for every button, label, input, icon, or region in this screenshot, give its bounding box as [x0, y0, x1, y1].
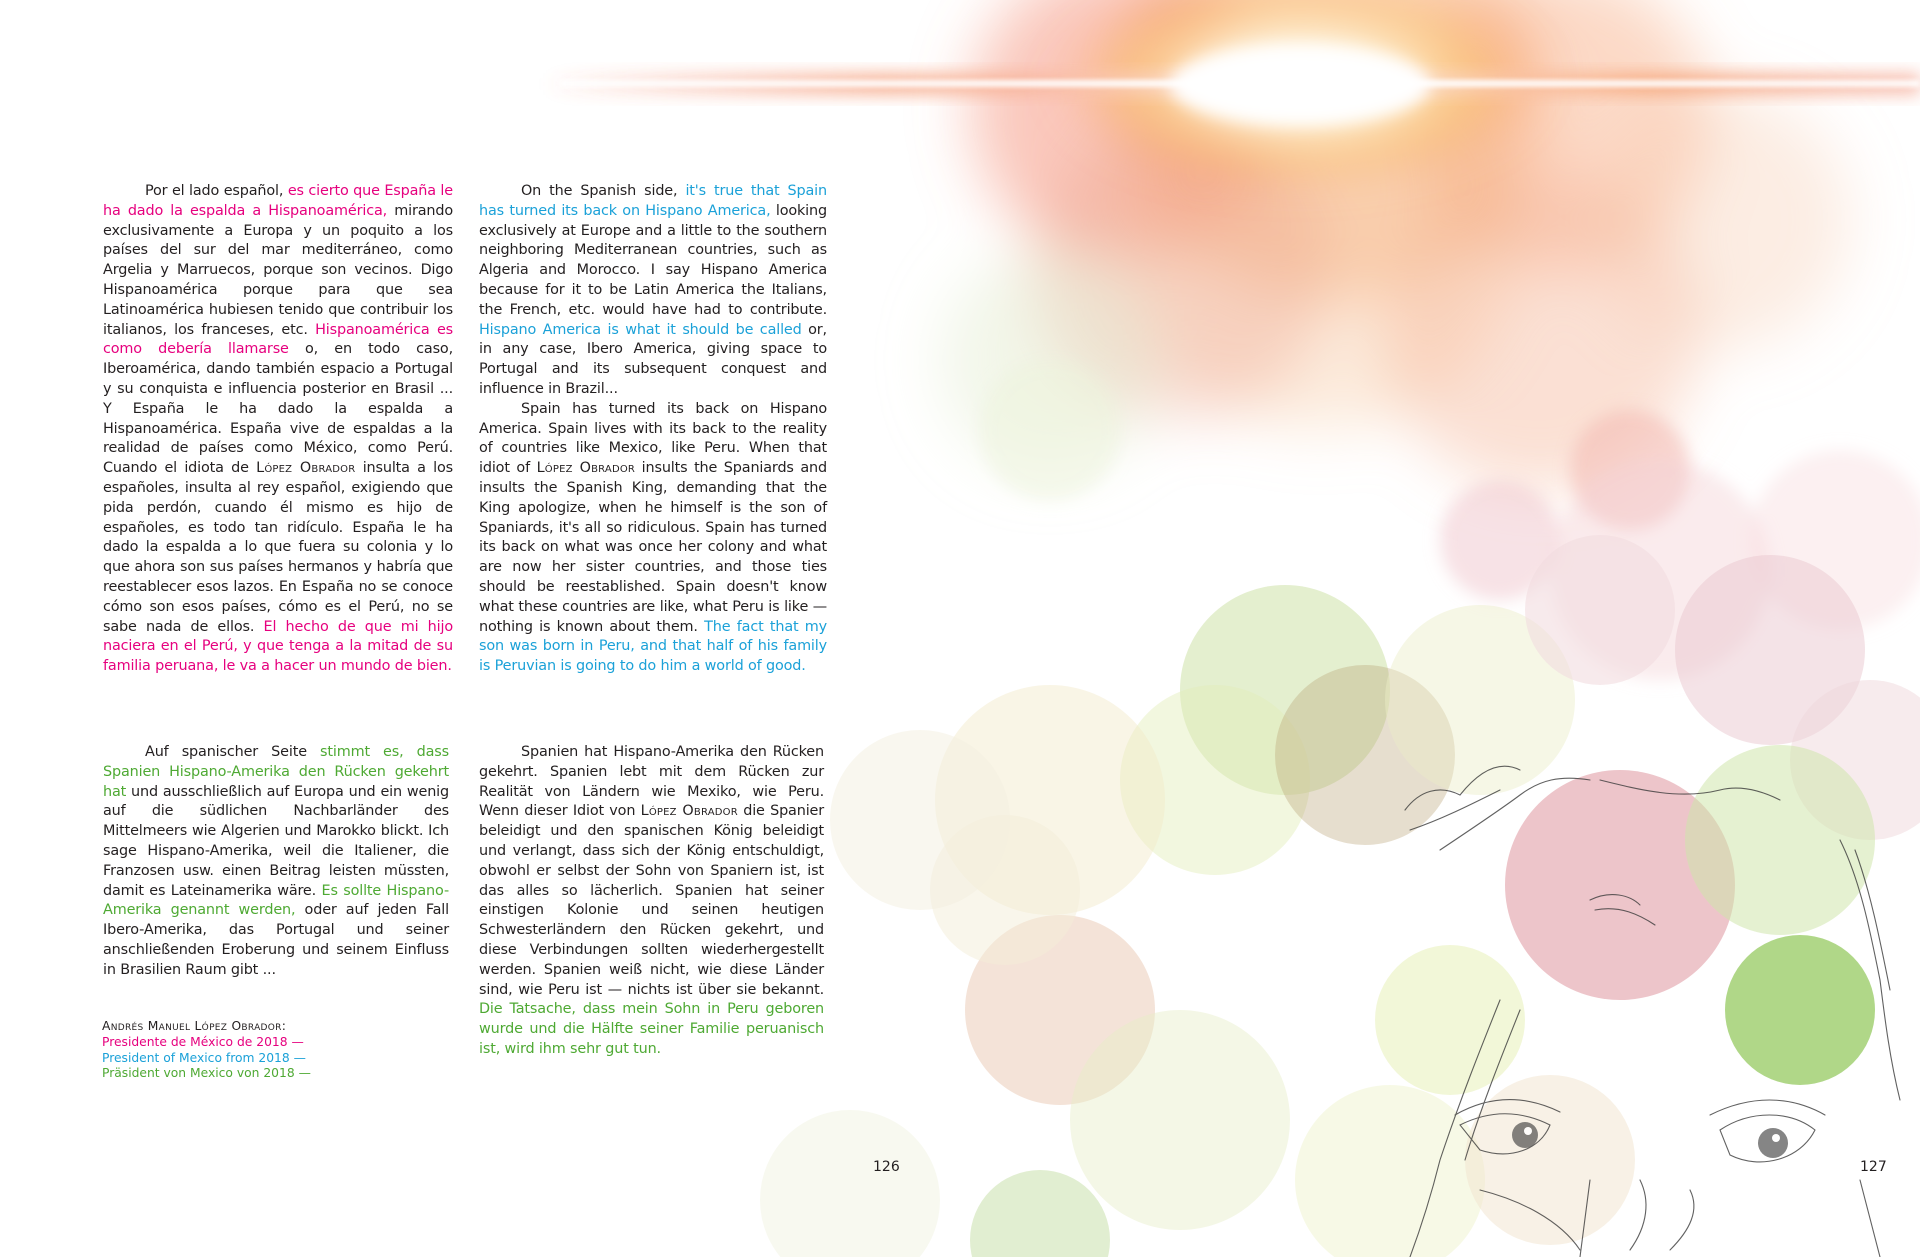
photo-caption: [102, 1019, 311, 1082]
text-run: looking exclusively at Europe and a little to the southern neighboring Mediterranean countries, such as Algeria and Morocco. I say Hispano America because for it to be Latin America the Italians, the French, etc. would have had to contribute.: [479, 202, 827, 318]
text-run: oder auf jeden Fall Ibero-Amerika, das Portugal und seiner anschließenden Eroberung und seinem Einfluss in Brasilien Raum gibt ...: [103, 902, 449, 978]
text-run: insulta a los españoles, insulta al rey español, exigiendo que pida perdón, cuando él mismo es hijo de españoles, es todo tan ridículo. España le ha dado la espalda a lo que fuera su colonia y lo que ahora son sus países hermanos y habría que reestablecer esos lazos. En España no se conoce cómo son esos países, cómo es el Perú, no se sabe nada de ellos.: [103, 460, 453, 635]
text-run: Spanien hat Hispano-Amerika den Rücken gekehrt. Spanien lebt mit dem Rücken zur Realität von Ländern wie Mexiko, wie Peru. Wenn dieser Idiot von: [479, 744, 824, 820]
german-paragraph-1: [103, 743, 449, 981]
highlight-german: stimmt es, dass Spanien Hispano-Amerika den Rücken gekehrt hat: [103, 744, 449, 800]
text-run: mirando exclusivamente a Europa y un poquito a los países del sur del mar mediterráneo, como Argelia y Marruecos, porque son vecinos. Digo Hispanoamérica porque para que sea Latinoamérica hubiesen tenido que contribuir los italianos, los franceses, etc.: [103, 202, 453, 338]
person-name: López Obrador: [640, 803, 738, 820]
person-name: López Obrador: [536, 460, 636, 477]
caption-spanish: Presidente de México de 2018 —: [102, 1034, 304, 1049]
highlight-spanish: El hecho de que mi hijo naciera en el Perú, y que tenga a la mitad de su familia peruana, le va a hacer un mundo de bien.: [103, 618, 453, 675]
highlight-spanish: Hispanoamérica es como debería llamarse: [103, 321, 454, 358]
highlight-english: The fact that my son was born in Peru, and that half of his family is Peruvian is going to do him a world of good.: [479, 618, 827, 675]
text-run: or, in any case, Ibero America, giving space to Portugal and its subsequent conquest and influence in Brazil...: [479, 321, 827, 397]
text-run: insults the Spaniards and insults the Spanish King, demanding that the King apologize, when he himself is the son of Spaniards, it's all so ridiculous. Spain has turned its back on what was once her colony and what are now her sister countries, and those ties should be reestablished. Spain doesn't know what these countries are like, what Peru is like — nothing is known about them.: [479, 460, 827, 635]
text-run: Auf spanischer Seite: [145, 744, 321, 760]
page-number-left: 126: [873, 1159, 900, 1175]
text-run: die Spanier beleidigt und den spanischen König beleidigt und verlangt, dass sich der König entschuldigt, obwohl er selbst der Sohn von Spaniern ist, ist das alles so lächerlich. Spanien hat seiner einstigen Kolonie und seinen heutigen Schwesterländern den Rücken gekehrt, und diese Verbindungen sollten wiederhergestellt werden. Spanien weiß nicht, wie diese Länder sind, wie Peru ist — nichts ist über sie bekannt.: [479, 803, 825, 998]
text-run: Spain has turned its back on Hispano America. Spain lives with its back to the reality of countries like Mexico, like Peru. When that idiot of: [479, 400, 827, 477]
caption-english: President of Mexico from 2018 —: [102, 1050, 306, 1065]
english-paragraph-1: [479, 182, 827, 400]
german-text-column-1: [103, 743, 449, 981]
caption-name: Andrés Manuel López Obrador:: [102, 1019, 287, 1033]
text-run: Por el lado español,: [145, 183, 288, 199]
highlight-english: it's true that Spain has turned its back on Hispano America,: [479, 183, 827, 219]
text-run: und ausschließlich auf Europa und ein wenig auf die südlichen Nachbarländer des Mittelmeers wie Algerien und Marokko blickt. Ich sage Hispano-Amerika, weil die Italiener, die Franzosen usw. einen Beitrag leisten müssten, damit es Lateinamerika wäre.: [103, 783, 449, 899]
bokeh-circles: [760, 535, 1920, 1257]
highlight-german: Es sollte Hispano-Amerika genannt werden,: [103, 882, 449, 919]
highlight-german: Die Tatsache, dass mein Sohn in Peru geboren wurde und die Hälfte seiner Familie peruanisch ist, wird ihm sehr gut tun.: [479, 1001, 824, 1057]
page-number-right: 127: [1860, 1159, 1887, 1175]
highlight-spanish: es cierto que España le ha dado la espalda a Hispanoamérica,: [103, 183, 453, 219]
text-run: o, en todo caso, Iberoamérica, dando también espacio a Portugal y su conquista e influencia posterior en Brasil ... Y España le ha dado la espalda a Hispanoamérica. España vive de espaldas a la realidad de países como México, como Perú. Cuando el idiota de: [103, 341, 453, 477]
caption-german: Präsident von Mexico von 2018 —: [102, 1066, 311, 1081]
person-name: López Obrador: [256, 460, 356, 477]
spanish-paragraph: [103, 182, 453, 677]
english-text-column: [479, 182, 827, 677]
highlight-english: Hispano America is what it should be called: [479, 321, 802, 338]
german-paragraph-2: [479, 743, 824, 1060]
text-run: On the Spanish side,: [521, 183, 686, 199]
german-text-column-2: [479, 743, 824, 1060]
english-paragraph-2: [479, 400, 827, 677]
spanish-text-column: [103, 182, 453, 677]
